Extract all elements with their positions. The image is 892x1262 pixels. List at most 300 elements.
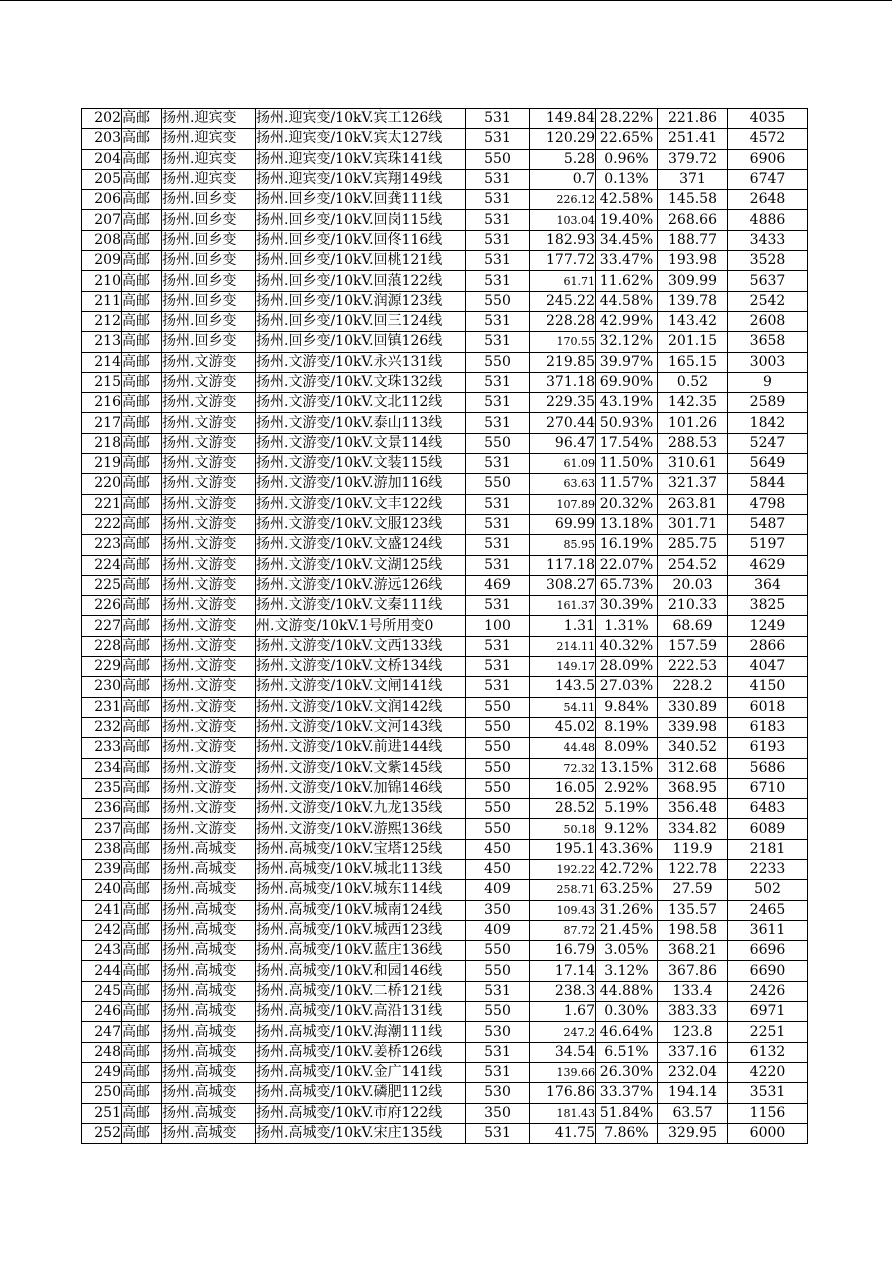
count-cell: 3433 xyxy=(728,230,808,250)
table-row xyxy=(82,941,808,961)
feeder-line-cell: 扬州.文游变/10kV.游加116线 xyxy=(256,474,466,494)
remaining-capacity-cell: 309.99 xyxy=(658,271,728,291)
remaining-capacity-cell: 339.98 xyxy=(658,717,728,737)
area-cell: 高邮 xyxy=(122,311,162,331)
count-cell: 2648 xyxy=(728,190,808,210)
load-rate-cell: 8.09% xyxy=(596,738,658,758)
substation-cell: 扬州.文游变 xyxy=(162,799,256,819)
area-cell: 高邮 xyxy=(122,1123,162,1143)
substation-cell: 扬州.文游变 xyxy=(162,393,256,413)
load-cell: 170.55 xyxy=(530,332,596,352)
table-row xyxy=(82,778,808,798)
feeder-line-cell: 扬州.文游变/10kV.文西133线 xyxy=(256,636,466,656)
feeder-line-cell: 扬州.文游变/10kV.前进144线 xyxy=(256,738,466,758)
row-index: 251 xyxy=(82,1103,122,1123)
feeder-line-cell: 扬州.高城变/10kV.城南124线 xyxy=(256,900,466,920)
area-cell: 高邮 xyxy=(122,1062,162,1082)
area-cell: 高邮 xyxy=(122,372,162,392)
substation-cell: 扬州.文游变 xyxy=(162,494,256,514)
capacity-cell: 531 xyxy=(466,1123,530,1143)
count-cell: 2465 xyxy=(728,900,808,920)
row-index: 233 xyxy=(82,738,122,758)
area-cell: 高邮 xyxy=(122,535,162,555)
capacity-cell: 350 xyxy=(466,1103,530,1123)
table-row xyxy=(82,413,808,433)
table-row xyxy=(82,291,808,311)
row-index: 220 xyxy=(82,474,122,494)
area-cell: 高邮 xyxy=(122,190,162,210)
area-cell: 高邮 xyxy=(122,880,162,900)
load-rate-cell: 42.99% xyxy=(596,311,658,331)
load-cell: 34.54 xyxy=(530,1042,596,1062)
row-index: 211 xyxy=(82,291,122,311)
area-cell: 高邮 xyxy=(122,1103,162,1123)
area-cell: 高邮 xyxy=(122,636,162,656)
row-index: 236 xyxy=(82,799,122,819)
load-cell: 258.71 xyxy=(530,880,596,900)
load-cell: 45.02 xyxy=(530,717,596,737)
row-index: 221 xyxy=(82,494,122,514)
remaining-capacity-cell: 337.16 xyxy=(658,1042,728,1062)
load-rate-cell: 11.57% xyxy=(596,474,658,494)
substation-cell: 扬州.高城变 xyxy=(162,1123,256,1143)
feeder-line-cell: 扬州.文游变/10kV.文装115线 xyxy=(256,454,466,474)
table-row xyxy=(82,169,808,189)
load-cell: 87.72 xyxy=(530,920,596,940)
substation-cell: 扬州.迎宾变 xyxy=(162,129,256,149)
row-index: 212 xyxy=(82,311,122,331)
row-index: 250 xyxy=(82,1083,122,1103)
substation-cell: 扬州.高城变 xyxy=(162,1083,256,1103)
capacity-cell: 550 xyxy=(466,433,530,453)
table-row xyxy=(82,514,808,534)
load-cell: 96.47 xyxy=(530,433,596,453)
feeder-line-cell: 扬州.回乡变/10kV.回岗115线 xyxy=(256,210,466,230)
count-cell: 1156 xyxy=(728,1103,808,1123)
table-row xyxy=(82,677,808,697)
row-index: 229 xyxy=(82,657,122,677)
count-cell: 2866 xyxy=(728,636,808,656)
remaining-capacity-cell: 122.78 xyxy=(658,859,728,879)
capacity-cell: 100 xyxy=(466,616,530,636)
remaining-capacity-cell: 194.14 xyxy=(658,1083,728,1103)
table-body xyxy=(82,109,808,1144)
capacity-cell: 531 xyxy=(466,1042,530,1062)
count-cell: 6089 xyxy=(728,819,808,839)
table-row xyxy=(82,311,808,331)
count-cell: 2181 xyxy=(728,839,808,859)
load-rate-cell: 13.18% xyxy=(596,514,658,534)
load-rate-cell: 11.50% xyxy=(596,454,658,474)
feeder-line-cell: 扬州.文游变/10kV.文紫145线 xyxy=(256,758,466,778)
table-row xyxy=(82,738,808,758)
capacity-cell: 550 xyxy=(466,819,530,839)
substation-cell: 扬州.回乡变 xyxy=(162,251,256,271)
capacity-cell: 531 xyxy=(466,169,530,189)
substation-cell: 扬州.高城变 xyxy=(162,1062,256,1082)
remaining-capacity-cell: 371 xyxy=(658,169,728,189)
count-cell: 3611 xyxy=(728,920,808,940)
capacity-cell: 531 xyxy=(466,657,530,677)
remaining-capacity-cell: 368.21 xyxy=(658,941,728,961)
load-cell: 195.1 xyxy=(530,839,596,859)
remaining-capacity-cell: 145.58 xyxy=(658,190,728,210)
table-row xyxy=(82,1022,808,1042)
area-cell: 高邮 xyxy=(122,413,162,433)
load-cell: 50.18 xyxy=(530,819,596,839)
load-rate-cell: 42.72% xyxy=(596,859,658,879)
load-rate-cell: 31.26% xyxy=(596,900,658,920)
area-cell: 高邮 xyxy=(122,251,162,271)
count-cell: 1842 xyxy=(728,413,808,433)
load-cell: 103.04 xyxy=(530,210,596,230)
feeder-line-cell: 扬州.文游变/10kV.文盛124线 xyxy=(256,535,466,555)
substation-cell: 扬州.高城变 xyxy=(162,1002,256,1022)
row-index: 214 xyxy=(82,352,122,372)
row-index: 244 xyxy=(82,961,122,981)
table-row xyxy=(82,433,808,453)
load-cell: 5.28 xyxy=(530,149,596,169)
area-cell: 高邮 xyxy=(122,961,162,981)
load-rate-cell: 63.25% xyxy=(596,880,658,900)
table-row xyxy=(82,1103,808,1123)
remaining-capacity-cell: 210.33 xyxy=(658,596,728,616)
load-cell: 16.79 xyxy=(530,941,596,961)
load-rate-cell: 51.84% xyxy=(596,1103,658,1123)
capacity-cell: 550 xyxy=(466,149,530,169)
substation-cell: 扬州.文游变 xyxy=(162,717,256,737)
load-rate-cell: 9.12% xyxy=(596,819,658,839)
substation-cell: 扬州.文游变 xyxy=(162,778,256,798)
area-cell: 高邮 xyxy=(122,575,162,595)
capacity-cell: 531 xyxy=(466,454,530,474)
area-cell: 高邮 xyxy=(122,332,162,352)
remaining-capacity-cell: 356.48 xyxy=(658,799,728,819)
feeder-line-cell: 扬州.回乡变/10kV.回蒗122线 xyxy=(256,271,466,291)
feeder-line-cell: 扬州.高城变/10kV.海潮111线 xyxy=(256,1022,466,1042)
substation-cell: 扬州.文游变 xyxy=(162,535,256,555)
substation-cell: 扬州.迎宾变 xyxy=(162,109,256,129)
capacity-cell: 469 xyxy=(466,575,530,595)
count-cell: 4886 xyxy=(728,210,808,230)
substation-cell: 扬州.文游变 xyxy=(162,616,256,636)
substation-cell: 扬州.高城变 xyxy=(162,880,256,900)
substation-cell: 扬州.高城变 xyxy=(162,859,256,879)
area-cell: 高邮 xyxy=(122,778,162,798)
load-rate-cell: 13.15% xyxy=(596,758,658,778)
load-cell: 63.63 xyxy=(530,474,596,494)
remaining-capacity-cell: 101.26 xyxy=(658,413,728,433)
load-cell: 1.67 xyxy=(530,1002,596,1022)
load-cell: 149.84 xyxy=(530,109,596,129)
table-row xyxy=(82,149,808,169)
area-cell: 高邮 xyxy=(122,657,162,677)
substation-cell: 扬州.高城变 xyxy=(162,920,256,940)
remaining-capacity-cell: 0.52 xyxy=(658,372,728,392)
load-cell: 371.18 xyxy=(530,372,596,392)
area-cell: 高邮 xyxy=(122,697,162,717)
load-cell: 41.75 xyxy=(530,1123,596,1143)
load-cell: 85.95 xyxy=(530,535,596,555)
row-index: 216 xyxy=(82,393,122,413)
load-cell: 238.3 xyxy=(530,981,596,1001)
count-cell: 2542 xyxy=(728,291,808,311)
load-rate-cell: 1.31% xyxy=(596,616,658,636)
area-cell: 高邮 xyxy=(122,738,162,758)
area-cell: 高邮 xyxy=(122,169,162,189)
table-row xyxy=(82,859,808,879)
table-row xyxy=(82,819,808,839)
capacity-cell: 550 xyxy=(466,352,530,372)
table-row xyxy=(82,555,808,575)
load-rate-cell: 50.93% xyxy=(596,413,658,433)
load-rate-cell: 2.92% xyxy=(596,778,658,798)
feeder-line-cell: 扬州.文游变/10kV.文服123线 xyxy=(256,514,466,534)
row-index: 213 xyxy=(82,332,122,352)
area-cell: 高邮 xyxy=(122,1002,162,1022)
load-rate-cell: 46.64% xyxy=(596,1022,658,1042)
load-rate-cell: 7.86% xyxy=(596,1123,658,1143)
area-cell: 高邮 xyxy=(122,555,162,575)
count-cell: 9 xyxy=(728,372,808,392)
area-cell: 高邮 xyxy=(122,819,162,839)
table-row xyxy=(82,109,808,129)
feeder-line-cell: 扬州.文游变/10kV.文珠132线 xyxy=(256,372,466,392)
row-index: 202 xyxy=(82,109,122,129)
load-cell: 72.32 xyxy=(530,758,596,778)
load-rate-cell: 33.37% xyxy=(596,1083,658,1103)
table-row xyxy=(82,900,808,920)
load-rate-cell: 0.96% xyxy=(596,149,658,169)
substation-cell: 扬州.回乡变 xyxy=(162,190,256,210)
feeder-line-cell: 扬州.高城变/10kV.城东114线 xyxy=(256,880,466,900)
substation-cell: 扬州.文游变 xyxy=(162,474,256,494)
area-cell: 高邮 xyxy=(122,920,162,940)
substation-cell: 扬州.文游变 xyxy=(162,352,256,372)
load-rate-cell: 27.03% xyxy=(596,677,658,697)
load-cell: 308.27 xyxy=(530,575,596,595)
capacity-cell: 530 xyxy=(466,1083,530,1103)
feeder-line-cell: 扬州.高城变/10kV.城西123线 xyxy=(256,920,466,940)
remaining-capacity-cell: 68.69 xyxy=(658,616,728,636)
substation-cell: 扬州.文游变 xyxy=(162,636,256,656)
row-index: 210 xyxy=(82,271,122,291)
capacity-cell: 550 xyxy=(466,717,530,737)
load-rate-cell: 9.84% xyxy=(596,697,658,717)
table-row xyxy=(82,920,808,940)
load-cell: 181.43 xyxy=(530,1103,596,1123)
count-cell: 6696 xyxy=(728,941,808,961)
count-cell: 6710 xyxy=(728,778,808,798)
capacity-cell: 531 xyxy=(466,535,530,555)
substation-cell: 扬州.回乡变 xyxy=(162,230,256,250)
count-cell: 3003 xyxy=(728,352,808,372)
count-cell: 6000 xyxy=(728,1123,808,1143)
feeder-line-cell: 扬州.文游变/10kV.泰山113线 xyxy=(256,413,466,433)
load-rate-cell: 22.07% xyxy=(596,555,658,575)
row-index: 224 xyxy=(82,555,122,575)
feeder-line-cell: 扬州.文游变/10kV.文景114线 xyxy=(256,433,466,453)
table-row xyxy=(82,230,808,250)
area-cell: 高邮 xyxy=(122,474,162,494)
load-cell: 28.52 xyxy=(530,799,596,819)
count-cell: 502 xyxy=(728,880,808,900)
remaining-capacity-cell: 232.04 xyxy=(658,1062,728,1082)
count-cell: 6018 xyxy=(728,697,808,717)
table-row xyxy=(82,697,808,717)
remaining-capacity-cell: 157.59 xyxy=(658,636,728,656)
load-cell: 107.89 xyxy=(530,494,596,514)
capacity-cell: 531 xyxy=(466,271,530,291)
load-rate-cell: 0.30% xyxy=(596,1002,658,1022)
count-cell: 2589 xyxy=(728,393,808,413)
feeder-line-cell: 扬州.文游变/10kV.加锦146线 xyxy=(256,778,466,798)
substation-cell: 扬州.文游变 xyxy=(162,555,256,575)
remaining-capacity-cell: 221.86 xyxy=(658,109,728,129)
remaining-capacity-cell: 379.72 xyxy=(658,149,728,169)
row-index: 215 xyxy=(82,372,122,392)
count-cell: 4572 xyxy=(728,129,808,149)
row-index: 243 xyxy=(82,941,122,961)
load-cell: 117.18 xyxy=(530,555,596,575)
table-row xyxy=(82,717,808,737)
row-index: 206 xyxy=(82,190,122,210)
substation-cell: 扬州.迎宾变 xyxy=(162,169,256,189)
count-cell: 3825 xyxy=(728,596,808,616)
table-row xyxy=(82,393,808,413)
area-cell: 高邮 xyxy=(122,454,162,474)
feeder-line-cell: 扬州.高城变/10kV.宝塔125线 xyxy=(256,839,466,859)
load-rate-cell: 43.36% xyxy=(596,839,658,859)
count-cell: 2233 xyxy=(728,859,808,879)
substation-cell: 扬州.回乡变 xyxy=(162,271,256,291)
remaining-capacity-cell: 321.37 xyxy=(658,474,728,494)
substation-cell: 扬州.回乡变 xyxy=(162,291,256,311)
area-cell: 高邮 xyxy=(122,271,162,291)
feeder-line-cell: 扬州.文游变/10kV.文湖125线 xyxy=(256,555,466,575)
area-cell: 高邮 xyxy=(122,433,162,453)
capacity-cell: 450 xyxy=(466,859,530,879)
load-cell: 247.2 xyxy=(530,1022,596,1042)
capacity-cell: 531 xyxy=(466,555,530,575)
table-row xyxy=(82,1042,808,1062)
load-cell: 44.48 xyxy=(530,738,596,758)
area-cell: 高邮 xyxy=(122,514,162,534)
load-cell: 1.31 xyxy=(530,616,596,636)
remaining-capacity-cell: 193.98 xyxy=(658,251,728,271)
row-index: 227 xyxy=(82,616,122,636)
capacity-cell: 531 xyxy=(466,494,530,514)
table-row xyxy=(82,494,808,514)
capacity-cell: 550 xyxy=(466,758,530,778)
count-cell: 4047 xyxy=(728,657,808,677)
count-cell: 5686 xyxy=(728,758,808,778)
row-index: 246 xyxy=(82,1002,122,1022)
substation-cell: 扬州.文游变 xyxy=(162,697,256,717)
row-index: 245 xyxy=(82,981,122,1001)
feeder-line-cell: 扬州.回乡变/10kV.润源123线 xyxy=(256,291,466,311)
feeder-line-cell: 扬州.高城变/10kV.高沿131线 xyxy=(256,1002,466,1022)
row-index: 240 xyxy=(82,880,122,900)
feeder-line-cell: 扬州.高城变/10kV.市府122线 xyxy=(256,1103,466,1123)
count-cell: 3531 xyxy=(728,1083,808,1103)
table-row xyxy=(82,372,808,392)
table-row xyxy=(82,332,808,352)
table-row xyxy=(82,961,808,981)
row-index: 248 xyxy=(82,1042,122,1062)
load-rate-cell: 30.39% xyxy=(596,596,658,616)
substation-cell: 扬州.高城变 xyxy=(162,981,256,1001)
row-index: 204 xyxy=(82,149,122,169)
load-cell: 229.35 xyxy=(530,393,596,413)
capacity-cell: 550 xyxy=(466,738,530,758)
table-row xyxy=(82,535,808,555)
substation-cell: 扬州.高城变 xyxy=(162,839,256,859)
remaining-capacity-cell: 254.52 xyxy=(658,555,728,575)
remaining-capacity-cell: 383.33 xyxy=(658,1002,728,1022)
load-cell: 177.72 xyxy=(530,251,596,271)
feeder-line-cell: 扬州.回乡变/10kV.回佟116线 xyxy=(256,230,466,250)
capacity-cell: 531 xyxy=(466,413,530,433)
count-cell: 6483 xyxy=(728,799,808,819)
load-rate-cell: 33.47% xyxy=(596,251,658,271)
load-cell: 161.37 xyxy=(530,596,596,616)
count-cell: 5197 xyxy=(728,535,808,555)
area-cell: 高邮 xyxy=(122,900,162,920)
load-rate-cell: 34.45% xyxy=(596,230,658,250)
capacity-cell: 531 xyxy=(466,311,530,331)
table-row xyxy=(82,474,808,494)
count-cell: 4035 xyxy=(728,109,808,129)
area-cell: 高邮 xyxy=(122,129,162,149)
capacity-cell: 531 xyxy=(466,1062,530,1082)
table-row xyxy=(82,880,808,900)
load-rate-cell: 43.19% xyxy=(596,393,658,413)
load-cell: 192.22 xyxy=(530,859,596,879)
row-index: 242 xyxy=(82,920,122,940)
area-cell: 高邮 xyxy=(122,941,162,961)
count-cell: 364 xyxy=(728,575,808,595)
capacity-cell: 550 xyxy=(466,778,530,798)
table-row xyxy=(82,636,808,656)
remaining-capacity-cell: 285.75 xyxy=(658,535,728,555)
table-row xyxy=(82,210,808,230)
table-row xyxy=(82,758,808,778)
load-rate-cell: 6.51% xyxy=(596,1042,658,1062)
area-cell: 高邮 xyxy=(122,799,162,819)
feeder-line-cell: 扬州.回乡变/10kV.回桃121线 xyxy=(256,251,466,271)
row-index: 217 xyxy=(82,413,122,433)
area-cell: 高邮 xyxy=(122,210,162,230)
substation-cell: 扬州.文游变 xyxy=(162,819,256,839)
load-rate-cell: 44.88% xyxy=(596,981,658,1001)
row-index: 231 xyxy=(82,697,122,717)
load-rate-cell: 0.13% xyxy=(596,169,658,189)
count-cell: 1249 xyxy=(728,616,808,636)
load-rate-cell: 21.45% xyxy=(596,920,658,940)
row-index: 207 xyxy=(82,210,122,230)
count-cell: 2608 xyxy=(728,311,808,331)
capacity-cell: 550 xyxy=(466,697,530,717)
load-rate-cell: 28.09% xyxy=(596,657,658,677)
remaining-capacity-cell: 367.86 xyxy=(658,961,728,981)
table-row xyxy=(82,352,808,372)
table-row xyxy=(82,1123,808,1143)
load-cell: 61.09 xyxy=(530,454,596,474)
remaining-capacity-cell: 340.52 xyxy=(658,738,728,758)
load-cell: 17.14 xyxy=(530,961,596,981)
table-row xyxy=(82,799,808,819)
